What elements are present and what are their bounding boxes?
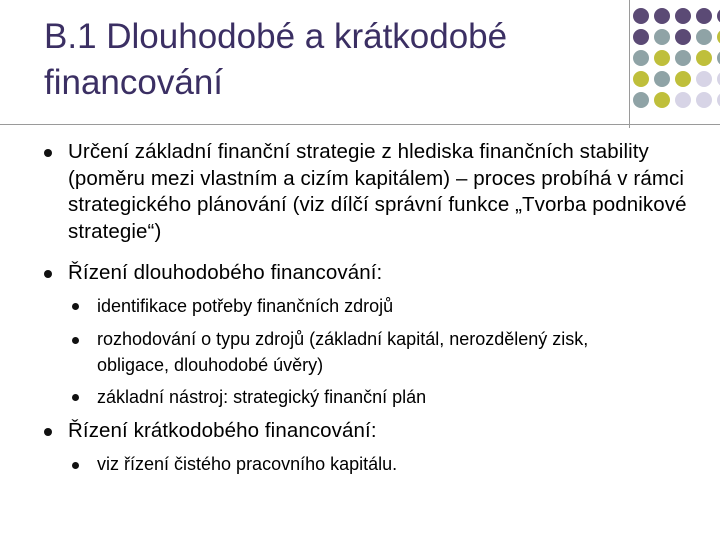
sub-bullet-dot bbox=[72, 462, 79, 469]
sub-item-tool: základní nástroj: strategický finanční plán bbox=[97, 387, 427, 407]
bullet-dot bbox=[44, 149, 52, 157]
bullet-item-short-term: Řízení krátkodobého financování: bbox=[68, 419, 377, 442]
sub-bullet-dot bbox=[72, 337, 79, 344]
sub-bullet-dot bbox=[72, 303, 79, 310]
bullet-item-long-term: Řízení dlouhodobého financování: bbox=[68, 261, 383, 284]
bullet-dot bbox=[44, 428, 52, 436]
sub-item-identification: identifikace potřeby finančních zdrojů bbox=[97, 296, 394, 316]
sub-item-working-capital: viz řízení čistého pracovního kapitálu. bbox=[97, 454, 398, 474]
slide-title: B.1 Dlouhodobé a krátkodobé financování bbox=[44, 17, 508, 102]
bullet-item-strategy: Určení základní finanční strategie z hlediska finančních stability (poměru mezi vlastním a cizím kapitálem) – proces probíhá v rámci strategického plánování (viz dílčí správní funkce „Tvorba podnikové strategie“) bbox=[68, 140, 687, 243]
sub-item-source-type: rozhodování o typu zdrojů (základní kapitál, nerozdělený zisk, obligace, dlouhodobé úvěry) bbox=[97, 329, 589, 375]
bullet-dot bbox=[44, 270, 52, 278]
sub-bullet-dot bbox=[72, 394, 79, 401]
